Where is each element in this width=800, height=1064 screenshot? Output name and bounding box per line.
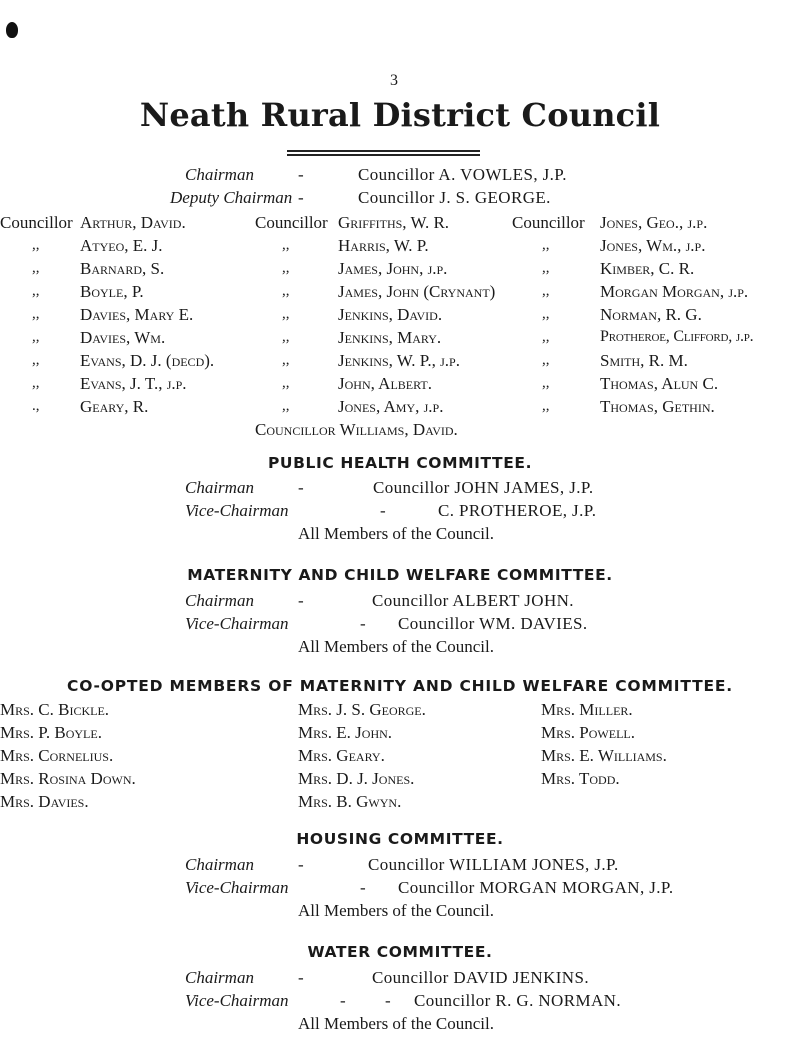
chairman-value: Councillor A. VOWLES, J.P.: [358, 165, 567, 184]
coopted-member: Mrs. P. Boyle.: [0, 723, 102, 742]
housing-vice-value: Councillor MORGAN MORGAN, J.P.: [398, 878, 674, 897]
coopted-member: Mrs. Davies.: [0, 792, 89, 811]
mat-members: All Members of the Council.: [298, 637, 494, 656]
mat-chairman-value: Councillor ALBERT JOHN.: [372, 591, 574, 610]
mat-vice-label: Vice-Chairman: [185, 614, 289, 633]
housing-members: All Members of the Council.: [298, 901, 494, 920]
coopted-member: Mrs. D. J. Jones.: [298, 769, 415, 788]
dash: -: [298, 478, 304, 497]
dash: -: [298, 855, 304, 874]
dash: -: [298, 968, 304, 987]
councillor-name: Atyeo, E. J.: [80, 236, 163, 255]
ph-chairman-label: Chairman: [185, 478, 254, 497]
ditto-mark: ,,: [542, 375, 550, 391]
maternity-heading: MATERNITY AND CHILD WELFARE COMMITTEE.: [187, 566, 613, 584]
ditto-mark: ,,: [542, 352, 550, 368]
coopted-member: Mrs. Powell.: [541, 723, 635, 742]
councillor-prefix: Councillor: [0, 213, 73, 232]
councillor-prefix: Councillor: [512, 213, 585, 232]
ditto-mark: ,,: [282, 260, 290, 276]
ditto-mark: ,,: [542, 237, 550, 253]
water-chairman-label: Chairman: [185, 968, 254, 987]
ditto-mark: ,,: [282, 375, 290, 391]
councillor-name: Jenkins, W. P., j.p.: [338, 351, 460, 370]
ditto-mark: ,,: [32, 329, 40, 345]
councillor-name: Norman, R. G.: [600, 305, 702, 324]
ditto-mark: ,,: [32, 283, 40, 299]
dash: -: [380, 501, 386, 520]
councillor-name: Jones, Amy, j.p.: [338, 397, 444, 416]
ditto-mark: ,,: [32, 260, 40, 276]
coopted-member: Mrs. Geary.: [298, 746, 385, 765]
ph-vice-value: C. PROTHEROE, J.P.: [438, 501, 597, 520]
councillor-name: Boyle, P.: [80, 282, 144, 301]
coopted-member: Mrs. Miller.: [541, 700, 633, 719]
ditto-mark: ,,: [542, 283, 550, 299]
councillor-name: Jones, Geo., j.p.: [600, 213, 708, 232]
ditto-mark: ,,: [282, 398, 290, 414]
ditto-mark: ,,: [542, 306, 550, 322]
coopted-member: Mrs. E. John.: [298, 723, 393, 742]
title-rule-bottom: [287, 154, 480, 156]
councillor-name: Davies, Mary E.: [80, 305, 194, 324]
dash: -: [360, 878, 366, 897]
councillor-name: Thomas, Alun C.: [600, 374, 719, 393]
ditto-mark: ,,: [32, 237, 40, 253]
water-members: All Members of the Council.: [298, 1014, 494, 1033]
ditto-mark: ,,: [282, 283, 290, 299]
punch-hole-mark: [6, 22, 18, 38]
ditto-mark: ,,: [32, 352, 40, 368]
ditto-mark: ,,: [542, 398, 550, 414]
water-heading: WATER COMMITTEE.: [307, 943, 493, 961]
mat-vice-value: Councillor WM. DAVIES.: [398, 614, 588, 633]
ditto-mark: ,,: [282, 352, 290, 368]
title-rule-top: [287, 150, 480, 152]
dash: -: [298, 188, 304, 207]
chairman-label: Chairman: [185, 165, 254, 184]
councillor-name: James, John (Crynant): [338, 282, 496, 301]
dash: -: [340, 991, 346, 1010]
councillor-name: Jones, Wm., j.p.: [600, 236, 706, 255]
councillor-name: Thomas, Gethin.: [600, 397, 715, 416]
coopted-member: Mrs. Todd.: [541, 769, 620, 788]
councillor-name: Geary, R.: [80, 397, 149, 416]
coopted-heading: CO-OPTED MEMBERS OF MATERNITY AND CHILD WELFARE COMMITTEE.: [67, 677, 733, 695]
ph-vice-label: Vice-Chairman: [185, 501, 289, 520]
councillor-name: Protheroe, Clifford, j.p.: [600, 328, 754, 345]
water-vice-label: Vice-Chairman: [185, 991, 289, 1010]
housing-chairman-label: Chairman: [185, 855, 254, 874]
dash: -: [385, 991, 391, 1010]
dash: -: [360, 614, 366, 633]
page-number: 3: [390, 72, 398, 89]
councillor-last: Councillor Williams, David.: [255, 420, 458, 439]
housing-vice-label: Vice-Chairman: [185, 878, 289, 897]
councillor-name: Kimber, C. R.: [600, 259, 695, 278]
ditto-mark: ,,: [542, 260, 550, 276]
water-vice-value: Councillor R. G. NORMAN.: [414, 991, 621, 1010]
water-chairman-value: Councillor DAVID JENKINS.: [372, 968, 589, 987]
ditto-mark: ,,: [282, 329, 290, 345]
page-title: Neath Rural District Council: [139, 96, 661, 134]
public-health-heading: PUBLIC HEALTH COMMITTEE.: [267, 454, 533, 472]
councillor-name: John, Albert.: [338, 374, 432, 393]
coopted-member: Mrs. Rosina Down.: [0, 769, 136, 788]
ditto-mark: ,,: [32, 375, 40, 391]
councillor-name: Davies, Wm.: [80, 328, 166, 347]
ph-members: All Members of the Council.: [298, 524, 494, 543]
mat-chairman-label: Chairman: [185, 591, 254, 610]
councillor-name: Barnard, S.: [80, 259, 165, 278]
coopted-member: Mrs. Cornelius.: [0, 746, 114, 765]
dash: -: [298, 165, 304, 184]
councillor-name: Arthur, David.: [80, 213, 186, 232]
councillor-name: Smith, R. M.: [600, 351, 688, 370]
ph-chairman-value: Councillor JOHN JAMES, J.P.: [373, 478, 594, 497]
councillor-name: Jenkins, David.: [338, 305, 443, 324]
ditto-mark: ,,: [32, 306, 40, 322]
councillor-name: Jenkins, Mary.: [338, 328, 442, 347]
councillor-name: James, John, j.p.: [338, 259, 448, 278]
councillor-name: Morgan Morgan, j.p.: [600, 282, 749, 301]
housing-chairman-value: Councillor WILLIAM JONES, J.P.: [368, 855, 619, 874]
councillor-name: Griffiths, W. R.: [338, 213, 450, 232]
councillor-name: Harris, W. P.: [338, 236, 429, 255]
deputy-chairman-label: Deputy Chairman: [170, 188, 293, 207]
dash: -: [298, 591, 304, 610]
housing-heading: HOUSING COMMITTEE.: [296, 830, 504, 848]
ditto-mark: ,,: [542, 329, 550, 345]
coopted-member: Mrs. C. Bickle.: [0, 700, 110, 719]
ditto-mark: .,: [32, 398, 40, 414]
coopted-member: Mrs. J. S. George.: [298, 700, 426, 719]
coopted-member: Mrs. E. Williams.: [541, 746, 667, 765]
councillor-prefix: Councillor: [255, 213, 328, 232]
deputy-chairman-value: Councillor J. S. GEORGE.: [358, 188, 551, 207]
ditto-mark: ,,: [282, 237, 290, 253]
ditto-mark: ,,: [282, 306, 290, 322]
councillor-name: Evans, J. T., j.p.: [80, 374, 187, 393]
councillor-name: Evans, D. J. (decd).: [80, 351, 215, 370]
coopted-member: Mrs. B. Gwyn.: [298, 792, 402, 811]
